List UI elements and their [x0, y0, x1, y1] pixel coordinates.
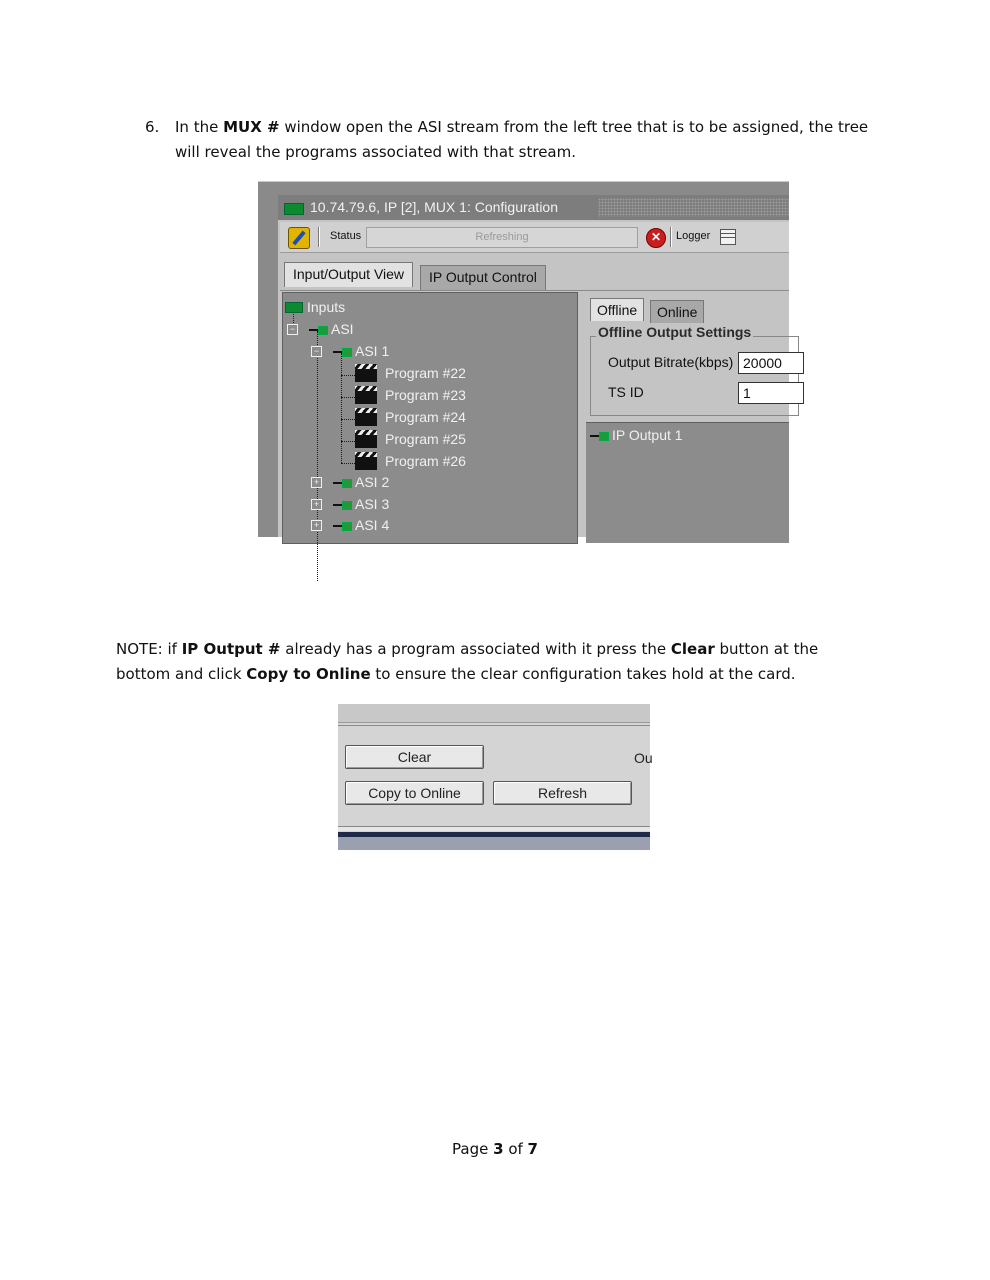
- program-clapper-icon: [355, 430, 377, 448]
- stream-icon: [309, 326, 327, 333]
- toolbar-separator: [670, 227, 672, 247]
- outputs-panel: [586, 422, 789, 543]
- note-paragraph: [116, 637, 876, 687]
- mux-window-term: MUX #: [223, 118, 280, 136]
- tree-item-label: ASI 2: [355, 474, 390, 490]
- titlebar-pattern: [598, 198, 789, 217]
- collapse-icon[interactable]: −: [287, 324, 298, 335]
- tree-item-label: ASI 4: [355, 517, 390, 533]
- stream-icon: [333, 348, 351, 355]
- program-clapper-icon: [355, 386, 377, 404]
- program-clapper-icon: [355, 408, 377, 426]
- tree-item-label: Program #22: [385, 365, 466, 381]
- footer-text: Page: [452, 1140, 494, 1158]
- divider: [338, 725, 650, 726]
- window-titlebar: [278, 195, 789, 220]
- cut-off-label: Ou: [634, 750, 653, 766]
- clear-button[interactable]: Clear: [345, 745, 484, 769]
- note-text: button at the bottom and click: [116, 640, 819, 683]
- note-text: to ensure the clear configuration takes hold at the card.: [370, 665, 796, 683]
- tree-item-label: ASI 3: [355, 496, 390, 512]
- configure-icon[interactable]: [288, 227, 310, 249]
- settings-group: [590, 336, 799, 416]
- refresh-button[interactable]: Refresh: [493, 781, 632, 805]
- stop-icon[interactable]: ✕: [646, 228, 666, 248]
- tree-line: [341, 397, 355, 398]
- window-border: [338, 837, 650, 850]
- tab-input-output-view[interactable]: Input/Output View: [284, 262, 413, 287]
- bitrate-label: Output Bitrate(kbps): [608, 354, 734, 370]
- collapse-icon[interactable]: −: [311, 346, 322, 357]
- window-title: 10.74.79.6, IP [2], MUX 1: Configuration: [310, 199, 559, 215]
- tsid-input[interactable]: 1: [738, 382, 804, 404]
- tree-item-label: Inputs: [307, 299, 346, 315]
- inputs-icon: [285, 302, 303, 313]
- page-footer: [0, 1140, 990, 1158]
- toolbar-separator: [318, 227, 320, 247]
- ip-output-term: IP Output #: [181, 640, 281, 658]
- panel-bottom-edge: [338, 826, 650, 831]
- tree-line: [341, 463, 355, 464]
- tree-line: [317, 331, 318, 581]
- stream-icon: [333, 501, 351, 508]
- tree-item-label: Program #25: [385, 431, 466, 447]
- bitrate-input[interactable]: 20000: [738, 352, 804, 374]
- tab-ip-output-control[interactable]: IP Output Control: [420, 265, 546, 290]
- tree-item-label: Program #24: [385, 409, 466, 425]
- current-page-number: 3: [493, 1140, 504, 1158]
- status-label: Status: [330, 230, 362, 242]
- tree-item-label: ASI: [331, 321, 354, 337]
- tree-item-label: IP Output 1: [612, 427, 683, 443]
- status-field: Refreshing: [366, 227, 638, 248]
- logger-label: Logger: [676, 230, 711, 242]
- tree-line: [341, 375, 355, 376]
- card-icon: [284, 203, 304, 215]
- program-clapper-icon: [355, 452, 377, 470]
- mux-configuration-screenshot: [258, 181, 789, 537]
- program-clapper-icon: [355, 364, 377, 382]
- tree-item-label: Program #26: [385, 453, 466, 469]
- panel-top: [338, 704, 650, 723]
- step-number: 6.: [145, 118, 160, 136]
- stream-icon: [333, 522, 351, 529]
- tree-line: [341, 441, 355, 442]
- settings-legend: Offline Output Settings: [598, 324, 752, 340]
- clear-term: Clear: [670, 640, 715, 658]
- note-text: already has a program associated with it press the: [280, 640, 671, 658]
- tab-offline[interactable]: Offline: [590, 298, 644, 321]
- expand-icon[interactable]: +: [311, 477, 322, 488]
- input-tree-panel: [282, 292, 578, 544]
- logger-icon[interactable]: [720, 229, 736, 245]
- step-text: window open the ASI stream from the left tree that is to be assigned, the tree will reveal the programs associated with that stream.: [175, 118, 869, 161]
- copy-to-online-button[interactable]: Copy to Online: [345, 781, 484, 805]
- stream-icon: [333, 479, 351, 486]
- output-icon: [590, 432, 608, 439]
- main-tabs: [280, 254, 789, 291]
- footer-text: of: [503, 1140, 528, 1158]
- tree-line: [341, 419, 355, 420]
- step-text: In the: [175, 118, 224, 136]
- output-settings-panel: [586, 292, 789, 420]
- tree-line: [341, 353, 342, 463]
- expand-icon[interactable]: +: [311, 499, 322, 510]
- tab-online[interactable]: Online: [650, 300, 704, 323]
- expand-icon[interactable]: +: [311, 520, 322, 531]
- tree-item-label: Program #23: [385, 387, 466, 403]
- note-text: NOTE: if: [116, 640, 182, 658]
- tree-item-label: ASI 1: [355, 343, 390, 359]
- copy-to-online-term: Copy to Online: [246, 665, 371, 683]
- step-6-text: [175, 115, 885, 165]
- buttons-screenshot: [338, 704, 653, 850]
- total-pages-number: 7: [527, 1140, 538, 1158]
- toolbar: [280, 222, 789, 253]
- tsid-label: TS ID: [608, 384, 644, 400]
